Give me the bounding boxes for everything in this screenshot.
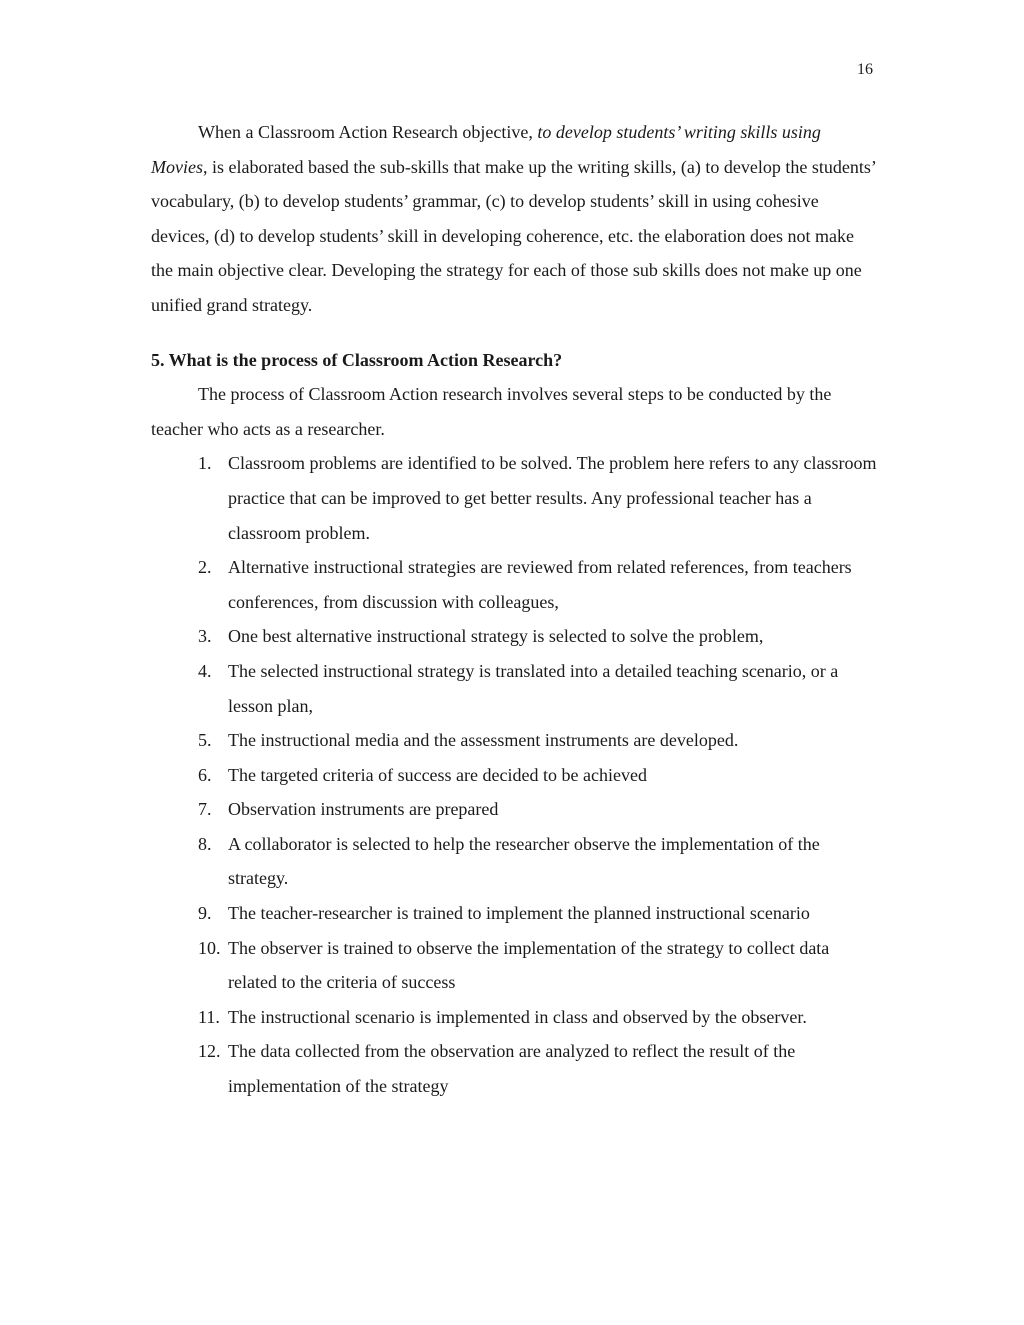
list-item — [198, 792, 879, 827]
list-item-text: The instructional media and the assessment instruments are developed. — [228, 730, 739, 751]
list-item-text: Classroom problems are identified to be solved. The problem here refers to any classroom practice that can be improved to get better results. Any professional teacher has a classroom problem. — [228, 453, 877, 543]
list-item-number: 11. — [198, 1006, 220, 1027]
list-item — [198, 1034, 879, 1103]
list-item-text: Alternative instructional strategies are reviewed from related references, from teachers conferences, from discussion with colleagues, — [228, 557, 852, 612]
list-item-number: 9. — [198, 903, 212, 924]
list-item-text: The observer is trained to observe the implementation of the strategy to collect data related to the criteria of success — [228, 937, 830, 993]
list-item-text: The targeted criteria of success are decided to be achieved — [228, 764, 647, 785]
list-item — [198, 446, 879, 550]
list-item-number: 2. — [198, 557, 212, 578]
list-item-number: 1. — [198, 453, 212, 474]
list-item — [198, 1000, 879, 1035]
list-item — [198, 827, 879, 896]
list-item-number: 3. — [198, 626, 212, 647]
list-item-number: 5. — [198, 730, 212, 751]
list-item — [198, 550, 879, 619]
list-item-text: A collaborator is selected to help the researcher observe the implementation of the strategy. — [228, 833, 820, 889]
intro-objective-italic: to develop students’ writing skills using Movies — [151, 122, 821, 177]
list-item-text: The data collected from the observation are analyzed to reflect the result of the implementation of the strategy — [228, 1041, 796, 1097]
document-body — [151, 115, 879, 1104]
list-item — [198, 896, 879, 931]
list-item-text: Observation instruments are prepared — [228, 799, 499, 820]
list-item-text: The teacher-researcher is trained to implement the planned instructional scenario — [228, 903, 810, 924]
process-steps-list — [151, 446, 879, 1103]
list-item — [198, 723, 879, 758]
list-item-number: 10. — [198, 937, 221, 958]
list-item — [198, 654, 879, 723]
intro-paragraph — [151, 115, 879, 323]
intro-text-after: , is elaborated based the sub-skills that make up the writing skills, (a) to develop the students’ vocabulary, (b) to develop students’ grammar, (c) to develop students’ skill in using cohesive devices, (d) to develop students’ skill in developing coherence, etc. the elaboration does not make the main objective clear. Developing the strategy for each of those sub skills does not make up one unified grand strategy. — [151, 156, 876, 315]
page-number: 16 — [857, 61, 873, 78]
list-item — [198, 619, 879, 654]
process-intro-paragraph: The process of Classroom Action research involves several steps to be conducted by the teacher who acts as a researcher. — [151, 384, 832, 439]
list-item — [198, 931, 879, 1000]
list-item-text: One best alternative instructional strategy is selected to solve the problem, — [228, 626, 764, 647]
list-item-number: 12. — [198, 1041, 221, 1062]
list-item-number: 4. — [198, 660, 212, 681]
intro-text-before: When a Classroom Action Research objective, — [198, 122, 538, 142]
section-heading: 5. What is the process of Classroom Action Research? — [151, 349, 563, 370]
list-item-text: The instructional scenario is implemented in class and observed by the observer. — [228, 1006, 807, 1027]
list-item-number: 6. — [198, 764, 212, 785]
list-item-number: 7. — [198, 799, 212, 820]
list-item-text: The selected instructional strategy is translated into a detailed teaching scenario, or a lesson plan, — [228, 660, 839, 716]
list-item-number: 8. — [198, 833, 212, 854]
list-item — [198, 758, 879, 793]
